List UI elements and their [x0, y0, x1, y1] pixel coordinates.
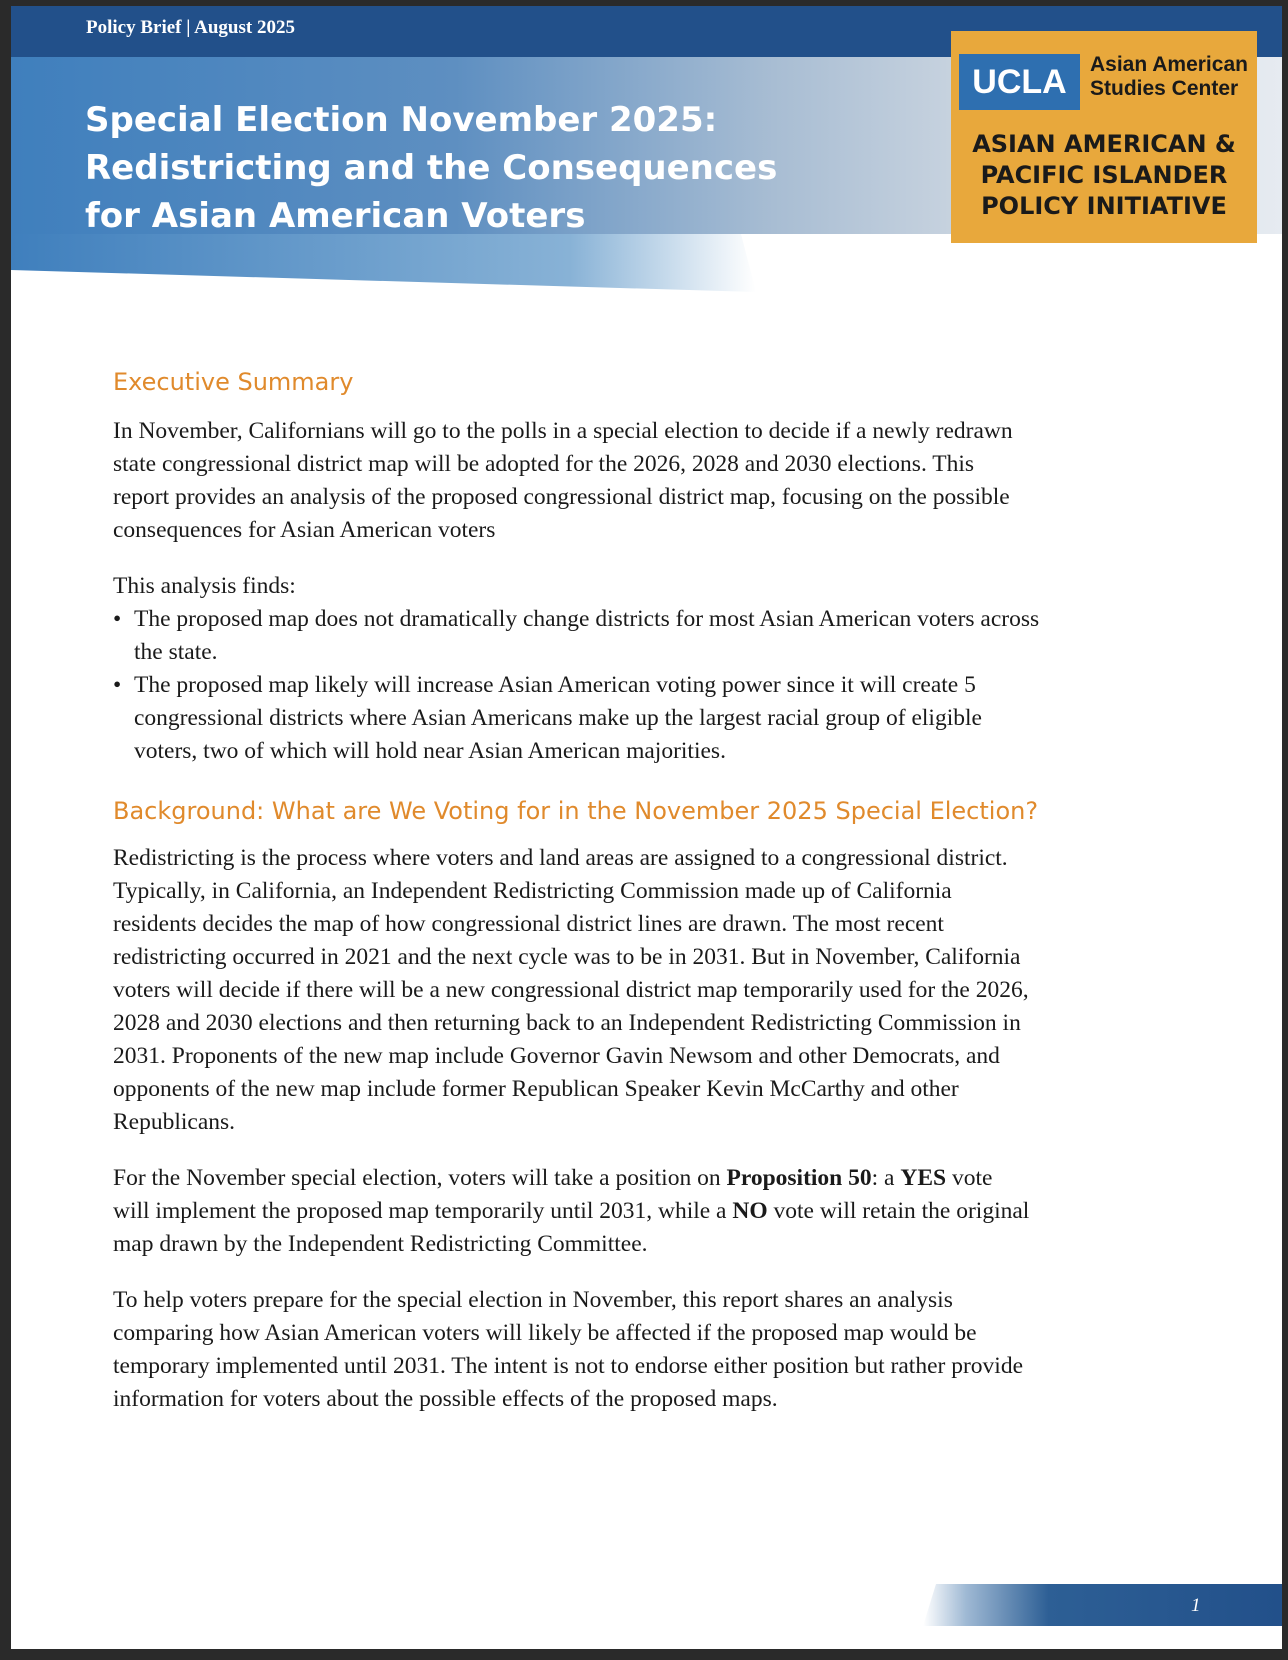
- ucla-aapi-logo: [951, 31, 1257, 243]
- text-line: Redistricting is the process where voters and land areas are assigned to a congressional district.: [113, 845, 1008, 871]
- title-line: Redistricting and the Consequences: [85, 148, 778, 188]
- background-paragraph-3: [113, 1284, 1213, 1416]
- title-line: for Asian American Voters: [85, 196, 586, 236]
- text-line: redistricting occurred in 2021 and the next cycle was to be in 2031. But in November, California: [113, 944, 1021, 970]
- proposition-label: Proposition 50: [726, 1165, 872, 1191]
- text-line: The proposed map likely will increase Asian American voting power since it will create 5: [134, 672, 976, 698]
- text-line: temporary implemented until 2031. The intent is not to endorse either position but rather provide: [113, 1353, 1023, 1379]
- yes-label: YES: [900, 1165, 947, 1191]
- footer-band: [11, 1584, 1282, 1626]
- initiative-line: PACIFIC ISLANDER: [980, 161, 1228, 189]
- page-title: [85, 96, 825, 240]
- initiative-name: [951, 129, 1257, 222]
- list-item: [113, 669, 1213, 768]
- initiative-line: ASIAN AMERICAN &: [972, 130, 1236, 158]
- ucla-wordmark: UCLA: [959, 54, 1080, 110]
- text-line: For the November special election, voters will take a position on Proposition 50: a YES vote: [113, 1165, 993, 1191]
- brief-label: Policy Brief | August 2025: [86, 17, 295, 38]
- list-item: [113, 603, 1213, 669]
- page-number: 1: [1191, 1595, 1201, 1616]
- text-line: state congressional district map will be adopted for the 2026, 2028 and 2030 elections. This: [113, 451, 975, 477]
- executive-summary-intro: [113, 415, 1213, 547]
- no-label: NO: [732, 1198, 768, 1224]
- text-line: 2031. Proponents of the new map include Governor Gavin Newsom and other Democrats, and: [113, 1043, 1000, 1069]
- background-heading: Background: What are We Voting for in the November 2025 Special Election?: [113, 797, 1039, 825]
- text-line: residents decides the map of how congressional district lines are drawn. The most recent: [113, 911, 944, 937]
- text-line: In November, Californians will go to the polls in a special election to decide if a newly redrawn: [113, 418, 1013, 444]
- footer-gradient: [11, 1584, 1282, 1626]
- text-line: the state.: [134, 639, 218, 665]
- text-line: Typically, in California, an Independent Redistricting Commission made up of California: [113, 878, 952, 904]
- main-content: [113, 366, 1213, 1416]
- text-line: 2028 and 2030 elections and then returning back to an Independent Redistricting Commission in: [113, 1010, 1021, 1036]
- findings-list: [113, 603, 1213, 768]
- center-name-line: Asian American: [1090, 53, 1248, 76]
- studies-center-name: [1090, 53, 1255, 101]
- background-paragraph-1: [113, 842, 1213, 1139]
- center-name-line: Studies Center: [1090, 77, 1239, 100]
- text-line: report provides an analysis of the proposed congressional district map, focusing on the possible: [113, 484, 1010, 510]
- text-line: consequences for Asian American voters: [113, 517, 496, 543]
- executive-summary-heading: Executive Summary: [113, 368, 354, 396]
- text-line: The proposed map does not dramatically change districts for most Asian American voters across: [134, 606, 1040, 632]
- text-line: congressional districts where Asian Americans make up the largest racial group of eligible: [134, 705, 982, 731]
- text-line: voters, two of which will hold near Asian American majorities.: [134, 738, 726, 764]
- text-line: opponents of the new map include former Republican Speaker Kevin McCarthy and other: [113, 1076, 959, 1102]
- text-line: information for voters about the possible effects of the proposed maps.: [113, 1386, 778, 1412]
- background-paragraph-2: [113, 1162, 1213, 1261]
- text-line: To help voters prepare for the special election in November, this report shares an analysis: [113, 1287, 953, 1313]
- initiative-line: POLICY INITIATIVE: [981, 192, 1227, 220]
- text-line: map drawn by the Independent Redistricting Committee.: [113, 1231, 648, 1257]
- text-line: comparing how Asian American voters will likely be affected if the proposed map would be: [113, 1320, 977, 1346]
- title-line: Special Election November 2025:: [85, 100, 718, 140]
- text-line: will implement the proposed map temporarily until 2031, while a NO vote will retain the original: [113, 1198, 1030, 1224]
- bullet-icon: •: [113, 672, 122, 698]
- bullet-icon: •: [113, 606, 122, 632]
- text-line: Republicans.: [113, 1109, 236, 1135]
- findings-intro: This analysis finds:: [113, 573, 296, 599]
- text-line: voters will decide if there will be a new congressional district map temporarily used for the 2026,: [113, 977, 1029, 1003]
- policy-brief-page: [11, 6, 1282, 1649]
